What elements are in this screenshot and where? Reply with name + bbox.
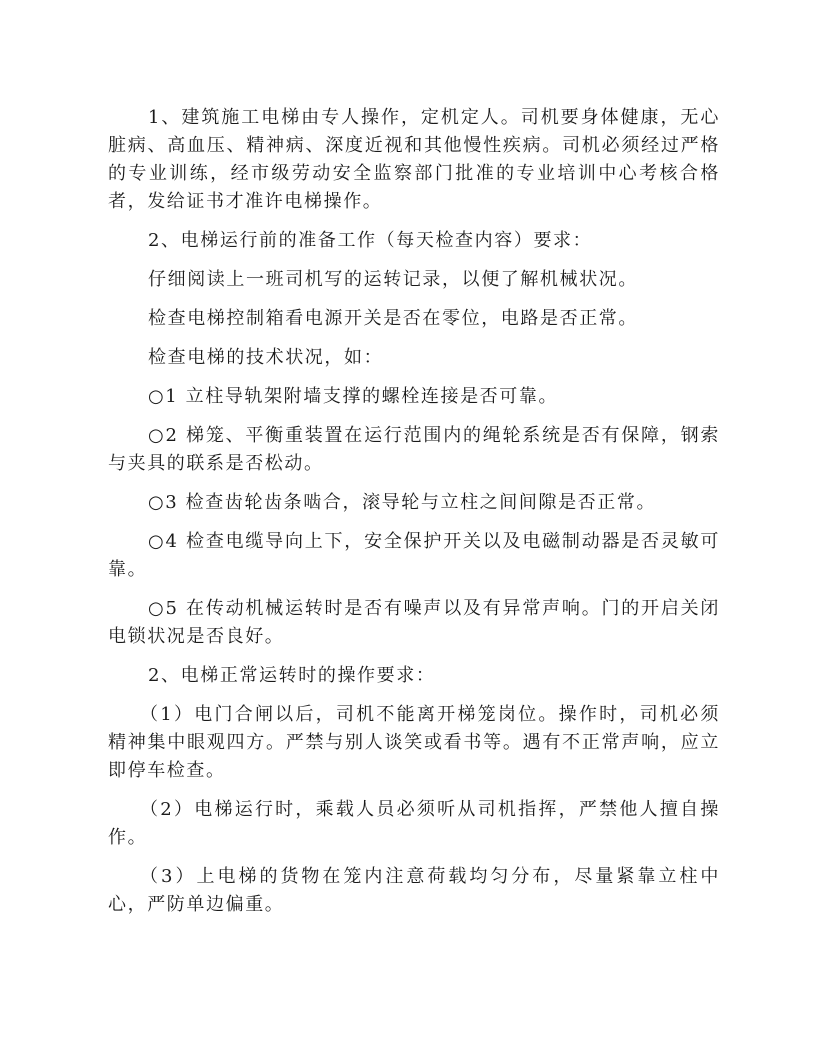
paragraph-read-log: 仔细阅读上一班司机写的运转记录，以便了解机械状况。 bbox=[148, 269, 638, 290]
document-page bbox=[108, 104, 720, 930]
checklist-item-4: ○4 检查电缆导向上下，安全保护开关以及电磁制动器是否灵敏可靠。 bbox=[108, 531, 720, 580]
paragraph-check-technical-status: 检查电梯的技术状况，如： bbox=[148, 347, 384, 368]
checklist-item-2: ○2 梯笼、平衡重装置在运行范围内的绳轮系统是否有保障，钢索与夹具的联系是否松动。 bbox=[108, 425, 720, 474]
rule-item-1: （1）电门合闸以后，司机不能离开梯笼岗位。操作时，司机必须精神集中眼观四方。严禁与别人谈笑或看书等。遇有不正常声响，应立即停车检查。 bbox=[108, 704, 720, 781]
paragraph-check-control-box: 检查电梯控制箱看电源开关是否在零位，电路是否正常。 bbox=[148, 308, 638, 329]
paragraph-normal-operation-heading: 2、电梯正常运转时的操作要求： bbox=[148, 665, 436, 686]
paragraph-pre-operation-heading: 2、电梯运行前的准备工作（每天检查内容）要求： bbox=[148, 230, 593, 251]
checklist-item-5: ○5 在传动机械运转时是否有噪声以及有异常声响。门的开启关闭电锁状况是否良好。 bbox=[108, 598, 720, 647]
rule-item-2: （2）电梯运行时，乘载人员必须听从司机指挥，严禁他人擅自操作。 bbox=[108, 799, 720, 848]
checklist-item-3: ○3 检查齿轮齿条啮合，滚导轮与立柱之间间隙是否正常。 bbox=[148, 492, 657, 513]
rule-item-3: （3）上电梯的货物在笼内注意荷载均匀分布，尽量紧靠立柱中心，严防单边偏重。 bbox=[108, 866, 720, 915]
checklist-item-1: ○1 立柱导轨架附墙支撑的螺栓连接是否可靠。 bbox=[148, 386, 559, 407]
paragraph-operator-requirements: 1、建筑施工电梯由专人操作，定机定人。司机要身体健康，无心脏病、高血压、精神病、深度近视和其他慢性疾病。司机必须经过严格的专业训练，经市级劳动安全监察部门批准的专业培训中心考核合格者，发给证书才准许电梯操作。 bbox=[108, 107, 720, 212]
